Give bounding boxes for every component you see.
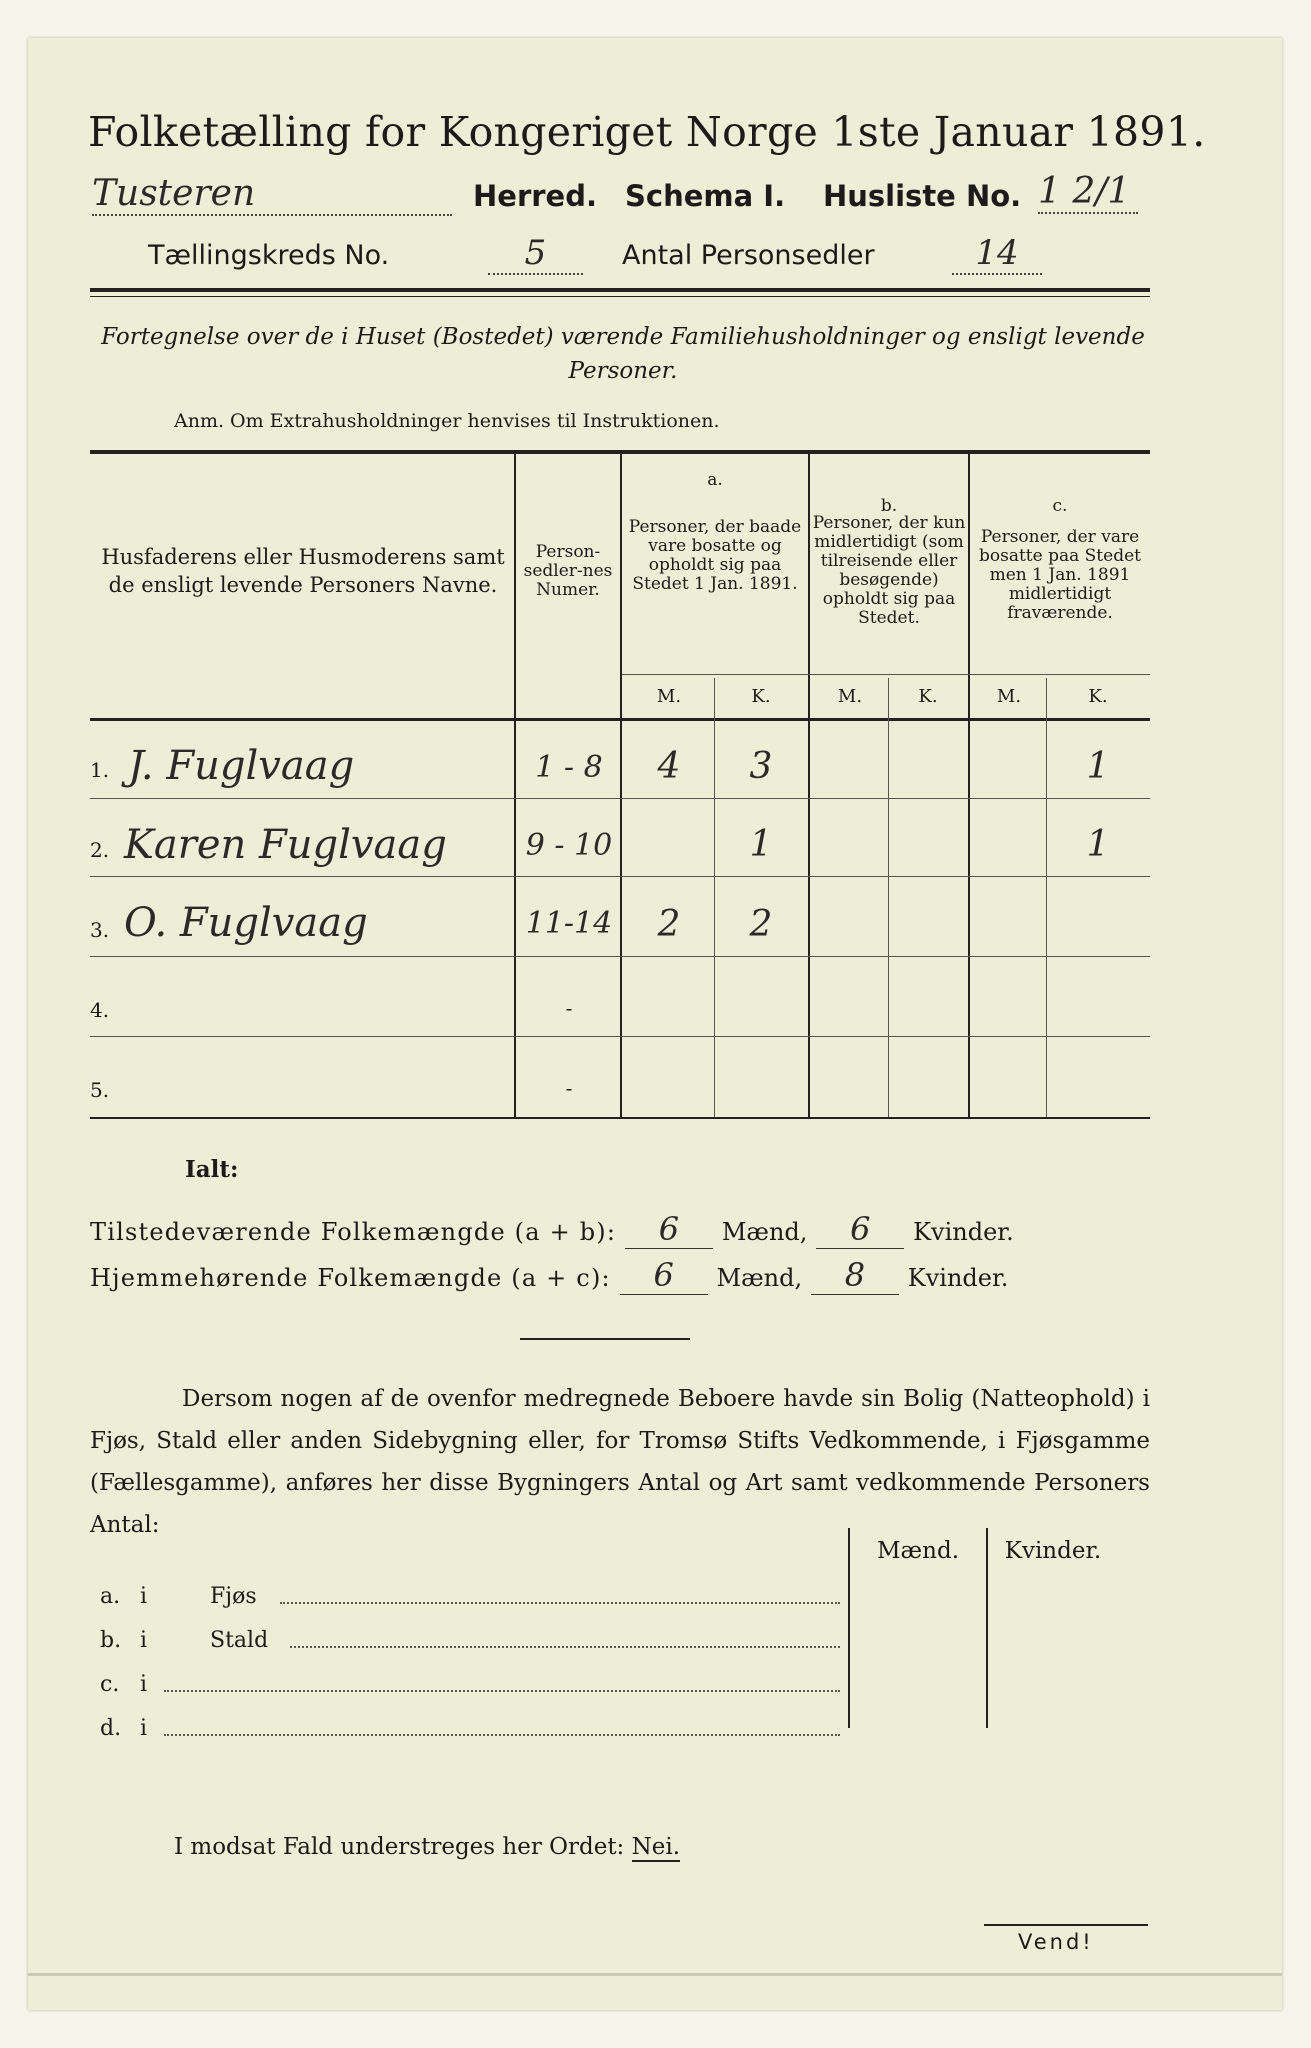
census-form [28, 38, 1282, 2010]
row-number: 3. [90, 918, 110, 942]
building-row [100, 1716, 840, 1741]
header-names-text: Husfaderens eller Husmoderens samt de ensligt levende Personers Navne. [101, 545, 505, 597]
schema-label: Schema I. [625, 179, 786, 213]
col-divider-a [808, 454, 810, 1117]
col-divider-names [514, 454, 516, 1117]
building-letter: a. [100, 1584, 121, 1609]
intro-text-content: Fortegnelse over de i Huset (Bostedet) værende Familiehusholdninger og ensligt levende Personer. [101, 324, 1145, 384]
row-numer: 11-14 [525, 906, 613, 941]
building-letter: b. [100, 1628, 122, 1653]
header-b-letter: b. [880, 496, 898, 516]
row-aK: 1 [749, 824, 773, 865]
instruction-paragraph [90, 1378, 1150, 1546]
header-c-text: Personer, der vare bosatte paa Stedet men 1 Jan. 1891 midlertidigt fraværende. [979, 527, 1141, 623]
header-c [972, 528, 1148, 623]
intro-text [88, 320, 1158, 388]
building-dots [280, 1602, 840, 1604]
row-cK: 1 [1086, 746, 1110, 787]
building-prefix: i [140, 1672, 148, 1697]
form-title: Folketælling for Kongeriget Norge 1ste Januar 1891. [88, 108, 1206, 156]
row-numer: - [565, 1076, 573, 1100]
modsat-text: I modsat Fald understreges her Ordet: [174, 1834, 625, 1860]
row-aM: 4 [657, 746, 681, 787]
header-names [98, 543, 508, 599]
instruction-paragraph-text: Dersom nogen af de ovenfor medregnede Beboere havde sin Bolig (Natteophold) i Fjøs, Stald eller anden Sidebygning eller, for Tromsø Stifts Vedkommende, i Fjøsgamme (Fællesgamme), anføres her disse Bygningers Antal og Art samt vedkommende Personers Antal: [90, 1386, 1150, 1538]
header-b-k: K. [918, 686, 938, 707]
building-row [100, 1672, 840, 1697]
kreds-value: 5 [488, 233, 583, 275]
col-divider-cMK [1046, 678, 1047, 1117]
vend-rule [984, 1924, 1148, 1926]
row-aK: 2 [749, 904, 773, 945]
header-rule-thin [90, 296, 1150, 297]
building-dots [164, 1690, 840, 1692]
header-c-k: K. [1088, 686, 1108, 707]
tilstede-maend-value: 6 [625, 1210, 713, 1249]
row-number: 2. [90, 838, 110, 862]
building-letter: c. [100, 1672, 120, 1697]
row-number: 5. [90, 1078, 110, 1102]
subheader-rule [622, 674, 1150, 675]
header-c-letter: c. [1052, 496, 1068, 516]
row-number: 1. [90, 758, 110, 782]
bottom-fold [28, 1973, 1282, 1976]
ialt-label: Ialt: [185, 1156, 239, 1183]
herred-value: Tusteren [92, 173, 452, 216]
building-row [100, 1628, 840, 1653]
row-cK: 1 [1086, 824, 1110, 865]
tilstede-label: Tilstedeværende Folkemængde (a + b): [90, 1218, 617, 1246]
tilstede-maend-label: Mænd, [721, 1218, 808, 1246]
header-numer [522, 543, 614, 600]
building-label: Fjøs [210, 1584, 257, 1609]
building-dots [290, 1646, 840, 1648]
header-a-m: M. [656, 686, 682, 707]
hjemme-kvinder-value: 8 [811, 1256, 899, 1295]
building-dots [164, 1734, 840, 1736]
row-number: 4. [90, 998, 110, 1022]
hjemme-row [90, 1256, 1008, 1295]
header-numer-text: Person-sedler-nes Numer. [523, 542, 613, 600]
row-name: O. Fuglvaag [124, 900, 368, 946]
antal-label: Antal Personsedler [622, 240, 875, 271]
header-a [626, 518, 804, 594]
hjemme-maend-label: Mænd, [716, 1264, 803, 1292]
row-numer: 1 - 8 [535, 750, 603, 785]
building-label: Stald [210, 1628, 269, 1653]
header-rule [90, 288, 1150, 292]
kreds-label: Tællingskreds No. [148, 240, 390, 271]
modsat-word: Nei. [631, 1834, 681, 1860]
row-rule-1 [90, 798, 1150, 799]
hjemme-kvinder-label: Kvinder. [907, 1264, 1009, 1292]
col-divider-b [968, 454, 970, 1117]
building-letter: d. [100, 1716, 122, 1741]
col-divider-aMK [714, 678, 715, 1117]
building-prefix: i [140, 1716, 148, 1741]
buildings-col-maend: Mænd. [876, 1538, 960, 1564]
col-divider-numer [620, 454, 622, 1117]
header-b-m: M. [837, 686, 863, 707]
row-numer: 9 - 10 [525, 828, 613, 863]
vend-label: Vend! [1018, 1930, 1094, 1954]
building-prefix: i [140, 1628, 148, 1653]
header-a-letter: a. [707, 470, 723, 490]
antal-value: 14 [952, 233, 1042, 275]
tilstede-kvinder-label: Kvinder. [913, 1218, 1014, 1246]
header-c-m: M. [996, 686, 1022, 707]
header-a-k: K. [751, 686, 771, 707]
husliste-value: 1 2/1 [1038, 171, 1138, 214]
section-divider [520, 1338, 690, 1340]
tilstede-kvinder-value: 6 [816, 1210, 904, 1249]
tilstede-row [90, 1210, 1014, 1249]
row-aM: 2 [657, 904, 681, 945]
table-bottom-rule [90, 1117, 1150, 1119]
row-aK: 3 [749, 746, 773, 787]
anm-text: Anm. Om Extrahusholdninger henvises til Instruktionen. [174, 410, 720, 432]
building-prefix: i [140, 1584, 148, 1609]
modsat-line [174, 1834, 680, 1860]
row-name: Karen Fuglvaag [124, 822, 447, 868]
row-rule-2 [90, 876, 1150, 877]
header-a-text: Personer, der baade vare bosatte og opholdt sig paa Stedet 1 Jan. 1891. [628, 517, 802, 594]
row-rule-3 [90, 956, 1150, 957]
col-divider-bMK [888, 678, 889, 1117]
herred-label: Herred. [473, 179, 597, 213]
header-b-text: Personer, der kun midlertidigt (som tilreisende eller besøgende) opholdt sig paa Stedet. [812, 513, 966, 628]
row-rule-4 [90, 1036, 1150, 1037]
hjemme-maend-value: 6 [620, 1256, 708, 1295]
hjemme-label: Hjemmehørende Folkemængde (a + c): [90, 1264, 611, 1292]
husliste-label: Husliste No. [823, 179, 1022, 213]
header-b [812, 514, 966, 628]
row-name: J. Fuglvaag [128, 743, 355, 789]
building-row [100, 1584, 840, 1609]
buildings-col-kvinder: Kvinder. [1004, 1538, 1102, 1564]
row-numer: - [565, 996, 573, 1020]
